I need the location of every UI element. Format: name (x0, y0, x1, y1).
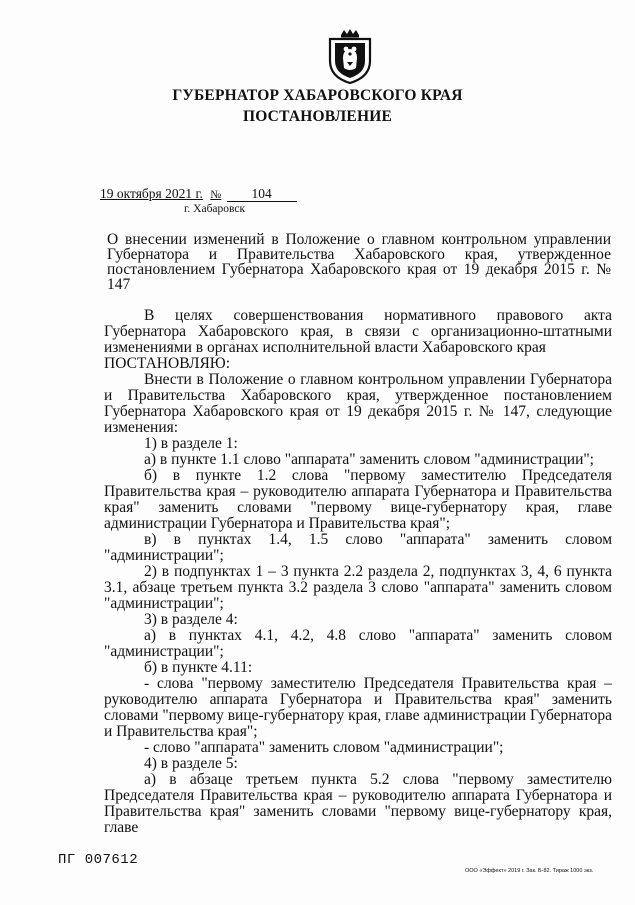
decree-body (104, 308, 612, 836)
coat-of-arms-emblem (326, 28, 374, 84)
body-paragraph: в) в пунктах 1.4, 1.5 слово "аппарата" заменить словом "администрации"; (104, 531, 612, 564)
body-paragraph: - слова "первому заместителю Председателя Правительства края – руководителю аппарата Губернатора и Правительства края" заменить словами "первому вице-губернатору края, главе администрации Губернатора и Правительства края"; (104, 675, 612, 740)
body-paragraph: - слово "аппарата" заменить словом "администрации"; (144, 739, 504, 756)
preamble-paragraph: В целях совершенствования нормативного правового акта Губернатора Хабаровского края, в связи с организационно-штатными изменениями в органах исполнительной власти Хабаровского края (104, 307, 612, 356)
body-paragraph: 3) в разделе 4: (144, 611, 238, 628)
form-serial-number: ПГ 007612 (58, 852, 139, 868)
body-paragraph: 4) в разделе 5: (144, 755, 238, 772)
body-paragraph: а) в пунктах 4.1, 4.2, 4.8 слово "аппарата" заменить словом "администрации"; (104, 627, 612, 660)
body-paragraph: а) в пункте 1.1 слово "аппарата" заменить словом "администрации"; (144, 451, 594, 468)
decree-city: г. Хабаровск (184, 203, 246, 215)
decree-title: О внесении изменений в Положение о главном контрольном управлении Губернатора и Правительства Хабаровского края, утвержденное постановлением Губернатора Хабаровского края от 19 декабря 2015 г. № 147 (107, 231, 611, 293)
body-paragraph: б) в пункте 1.2 слова "первому заместителю Председателя Правительства края – руководителю аппарата Губернатора и Правительства края" заменить словами "первому вице-губернатору края, главе администрации Губернатора и Правительства края"; (104, 467, 612, 532)
body-paragraph: 1) в разделе 1: (144, 435, 238, 452)
resolve-heading: ПОСТАНОВЛЯЮ: (104, 355, 231, 372)
body-paragraph: б) в пункте 4.11: (144, 659, 253, 676)
body-paragraph: 2) в подпунктах 1 – 3 пункта 2.2 раздела 2, подпунктах 3, 4, 6 пункта 3.1, абзаце третьем пункта 3.2 раздела 3 слово "аппарата" заменить словом "администрации"; (104, 563, 612, 612)
print-info: ООО «Эффект» 2019 г. Зак. Б-82. Тираж 1000 экз. (465, 868, 594, 874)
document-type-heading: ПОСТАНОВЛЕНИЕ (242, 108, 393, 125)
number-sign: № (210, 189, 222, 201)
decree-date: 19 октября 2021 г. (100, 186, 203, 201)
body-paragraph: Внести в Положение о главном контрольном управлении Губернатора и Правительства Хабаровского края, утвержденное постановлением Губернатора Хабаровского края от 19 декабря 2015 г. № 147, следующие изменения: (104, 371, 612, 436)
authority-heading: ГУБЕРНАТОР ХАБАРОВСКОГО КРАЯ (172, 87, 463, 104)
decree-date-line (100, 186, 297, 202)
body-paragraph: а) в абзаце третьем пункта 5.2 слова "первому заместителю Председателя Правительства края – руководителю аппарата Губернатора и Правительства края" заменить словами "первому вице-губернатору края, главе (104, 771, 612, 836)
decree-number: 104 (227, 187, 297, 202)
